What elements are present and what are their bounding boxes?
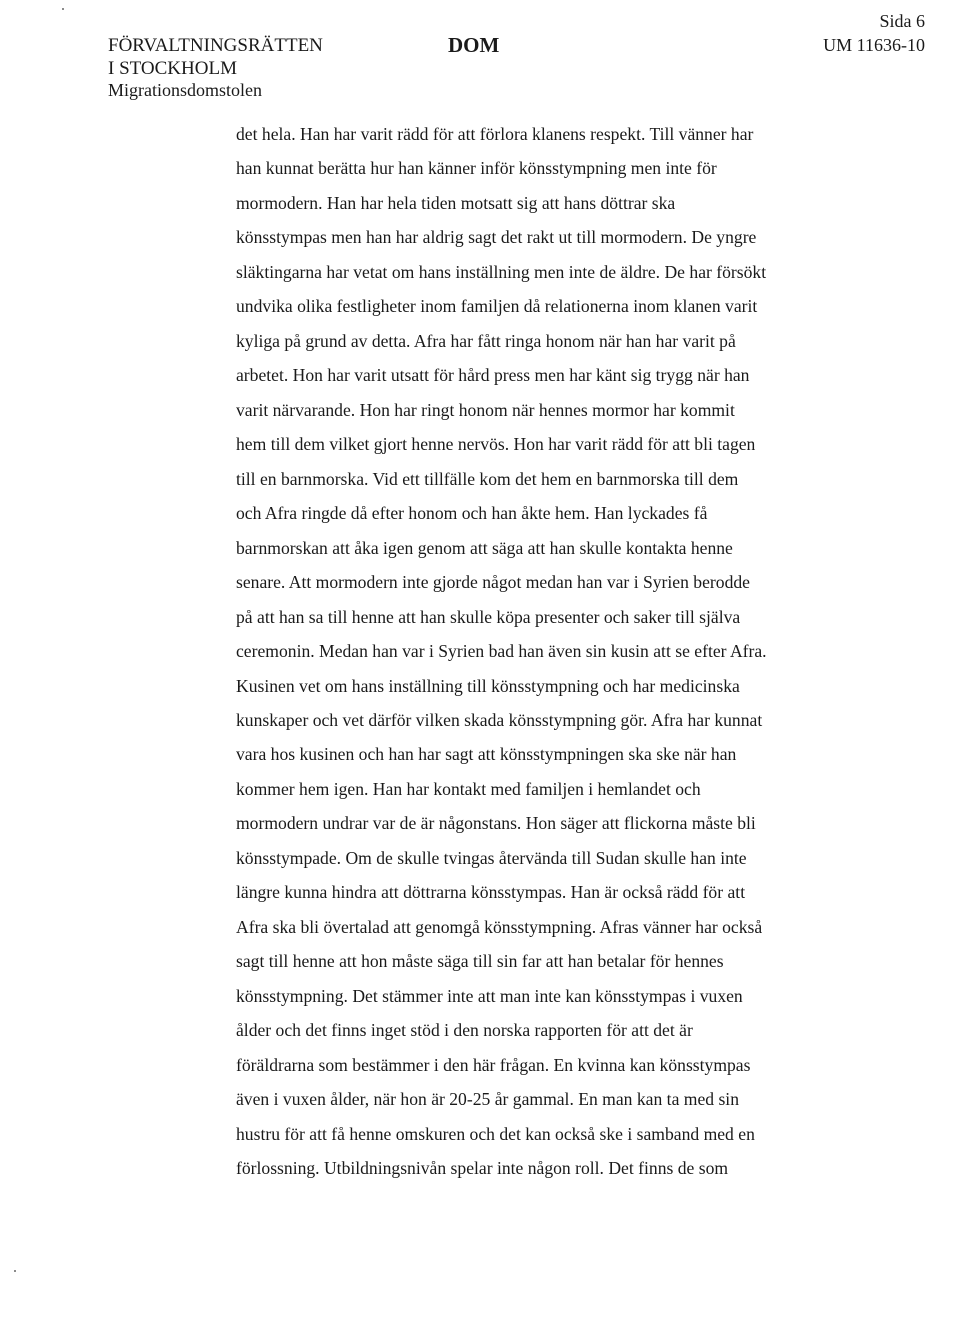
document-body <box>236 117 836 1186</box>
body-line: arbetet. Hon har varit utsatt för hård press men har känt sig trygg när han <box>236 365 750 386</box>
scan-speck <box>14 1270 16 1272</box>
case-number: UM 11636-10 <box>823 35 925 55</box>
body-line: även i vuxen ålder, när hon är 20-25 år gammal. En man kan ta med sin <box>236 1089 739 1110</box>
body-line: varit närvarande. Hon har ringt honom när hennes mormor har kommit <box>236 399 735 420</box>
body-line: vara hos kusinen och han har sagt att könsstympningen ska ske när han <box>236 744 737 765</box>
body-line: Kusinen vet om hans inställning till könsstympning och har medicinska <box>236 675 740 696</box>
body-line: han kunnat berätta hur han känner inför könsstympning men inte för <box>236 158 717 179</box>
body-line: barnmorskan att åka igen genom att säga att han skulle kontakta henne <box>236 537 733 558</box>
body-line: hustru för att få henne omskuren och det kan också ske i samband med en <box>236 1123 755 1144</box>
document-header <box>0 0 960 110</box>
body-line: kommer hem igen. Han har kontakt med familjen i hemlandet och <box>236 778 701 799</box>
body-line: senare. Att mormodern inte gjorde något medan han var i Syrien berodde <box>236 572 750 593</box>
body-line: förlossning. Utbildningsnivån spelar inte någon roll. Det finns de som <box>236 1158 729 1179</box>
court-name-line1: FÖRVALTNINGSRÄTTEN <box>108 35 323 56</box>
body-line: Afra ska bli övertalad att genomgå könsstympning. Afras vänner har också <box>236 916 763 937</box>
body-line: på att han sa till henne att han skulle köpa presenter och saker till själva <box>236 606 741 627</box>
body-line: kunskaper och vet därför vilken skada könsstympning gör. Afra har kunnat <box>236 709 763 730</box>
body-line: undvika olika festligheter inom familjen då relationerna inom klanen varit <box>236 296 758 317</box>
body-line: mormodern undrar var de är någonstans. Hon säger att flickorna måste bli <box>236 813 756 834</box>
body-line: könsstympas men han har aldrig sagt det rakt ut till mormodern. De yngre <box>236 227 757 248</box>
body-line: föräldrarna som bestämmer i den här frågan. En kvinna kan könsstympas <box>236 1054 751 1075</box>
body-line: kyliga på grund av detta. Afra har fått ringa honom när han har varit på <box>236 330 736 351</box>
body-line: släktingarna har vetat om hans inställning men inte de äldre. De har försökt <box>236 261 767 282</box>
body-line: könsstympning. Det stämmer inte att man inte kan könsstympas i vuxen <box>236 985 743 1006</box>
court-division: Migrationsdomstolen <box>108 80 262 100</box>
body-line: längre kunna hindra att döttrarna könsstympas. Han är också rädd för att <box>236 882 746 903</box>
scan-speck <box>62 8 64 10</box>
body-line: könsstympade. Om de skulle tvingas återvända till Sudan skulle han inte <box>236 847 747 868</box>
body-line: mormodern. Han har hela tiden motsatt sig att hans döttrar ska <box>236 192 676 213</box>
page-number: Sida 6 <box>879 11 925 31</box>
body-line: till en barnmorska. Vid ett tillfälle kom det hem en barnmorska till dem <box>236 468 739 489</box>
body-line: ceremonin. Medan han var i Syrien bad han även sin kusin att se efter Afra. <box>236 641 767 662</box>
court-name-line2: I STOCKHOLM <box>108 58 237 79</box>
body-line: det hela. Han har varit rädd för att förlora klanens respekt. Till vänner har <box>236 124 754 144</box>
body-line: och Afra ringde då efter honom och han åkte hem. Han lyckades få <box>236 503 708 524</box>
body-line: ålder och det finns inget stöd i den norska rapporten för att det är <box>236 1020 693 1041</box>
body-line: hem till dem vilket gjort henne nervös. Hon har varit rädd för att bli tagen <box>236 434 756 455</box>
body-line: sagt till henne att hon måste säga till sin far att han betalar för hennes <box>236 951 724 972</box>
document-type: DOM <box>448 33 500 57</box>
